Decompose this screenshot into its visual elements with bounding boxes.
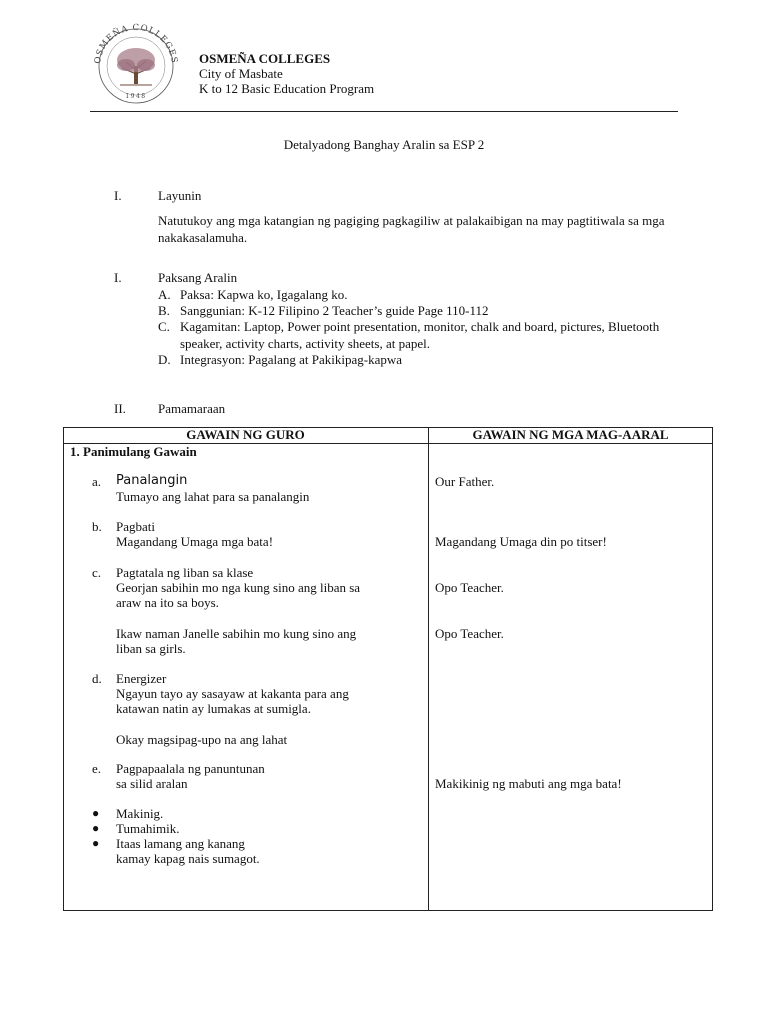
header-divider [90,111,678,112]
activity-title-energizer: Energizer [116,671,167,686]
school-seal-logo [86,22,186,104]
layunin-text: Natutukoy ang mga katangian ng pagiging pagkagiliw at palakaibigan na may pagtitiwala sa mga nakakasalamuha. [158,213,665,245]
paksang-item-letter: C. [158,319,170,334]
paksang-item-text: Integrasyon: Pagalang at Pakikipag-kapwa [180,352,403,367]
teacher-line: sa silid aralan [116,776,188,791]
svg-text:OSMEÑA COLLEGES: OSMEÑA COLLEGES [92,22,180,65]
section-heading-pamamaraan: Pamamaraan [158,401,226,416]
rule-item: Tumahimik. [116,821,180,836]
school-name: OSMEÑA COLLEGES [199,51,331,66]
column-header-students: GAWAIN NG MGA MAG-AARAL [472,427,669,442]
section-numeral-paksang-aralin: I. [114,270,122,285]
table-column-divider [428,427,429,911]
activity-label-b: b. [92,519,102,534]
activity-label-a: a. [92,474,102,489]
paksang-item-letter: D. [158,352,171,367]
teacher-line: Magandang Umaga mga bata! [116,534,274,549]
teacher-line: katawan natin ay lumakas at sumigla. [116,701,311,716]
svg-text:1948: 1948 [125,93,147,100]
teacher-line: Georjan sabihin mo nga kung sino ang liban sa [116,580,361,595]
activity-label-c: c. [92,565,102,580]
activity-label-e: e. [92,761,102,776]
student-response: Opo Teacher. [435,626,504,641]
section-heading-layunin: Layunin [158,188,202,203]
student-response: Our Father. [435,474,495,489]
activity-title-pagbati: Pagbati [116,519,155,534]
column-header-teacher: GAWAIN NG GURO [186,427,305,442]
teacher-line: Okay magsipag-upo na ang lahat [116,732,288,747]
paksang-item-text: Kagamitan: Laptop, Power point presentation, monitor, chalk and board, pictures, Bluetooth speaker, activity charts, activity sheets, at papel. [180,319,660,351]
activity-label-d: d. [92,671,102,686]
paksang-item [158,303,688,320]
table-section-title: 1. Panimulang Gawain [70,444,197,459]
teacher-line: Ngayun tayo ay sasayaw at kakanta para ang [116,686,349,701]
teacher-line: liban sa girls. [116,641,186,656]
bullet-icon: ● [92,806,100,820]
rule-continuation: kamay kapag nais sumagot. [116,851,260,866]
document-title: Detalyadong Banghay Aralin sa ESP 2 [283,137,485,152]
rule-item: Itaas lamang ang kanang [116,836,245,851]
activity-title-pagtatala: Pagtatala ng liban sa klase [116,565,254,580]
bullet-icon: ● [92,821,100,835]
section-numeral-pamamaraan: II. [114,401,126,416]
school-city: City of Masbate [199,66,283,81]
paksang-item-text: Paksa: Kapwa ko, Igagalang ko. [180,287,348,302]
paksang-item [158,319,688,351]
section-heading-paksang-aralin: Paksang Aralin [158,270,238,285]
paksang-item-letter: A. [158,287,171,302]
rule-item: Makinig. [116,806,164,821]
teacher-line: araw na ito sa boys. [116,595,219,610]
paksang-item [158,352,688,369]
paksang-item [158,287,688,304]
student-response: Opo Teacher. [435,580,504,595]
bullet-icon: ● [92,836,100,850]
student-response: Magandang Umaga din po titser! [435,534,607,549]
activity-title-pagpapaalala: Pagpapaalala ng panuntunan [116,761,265,776]
student-response: Makikinig ng mabuti ang mga bata! [435,776,622,791]
section-numeral-layunin: I. [114,188,122,203]
paksang-item-letter: B. [158,303,170,318]
school-program: K to 12 Basic Education Program [199,81,375,96]
activity-title-panalangin: Panalangin [116,473,188,488]
paksang-item-text: Sanggunian: K-12 Filipino 2 Teacher’s guide Page 110-112 [180,303,489,318]
teacher-line: Tumayo ang lahat para sa panalangin [116,489,310,504]
teacher-line: Ikaw naman Janelle sabihin mo kung sino ang [116,626,357,641]
